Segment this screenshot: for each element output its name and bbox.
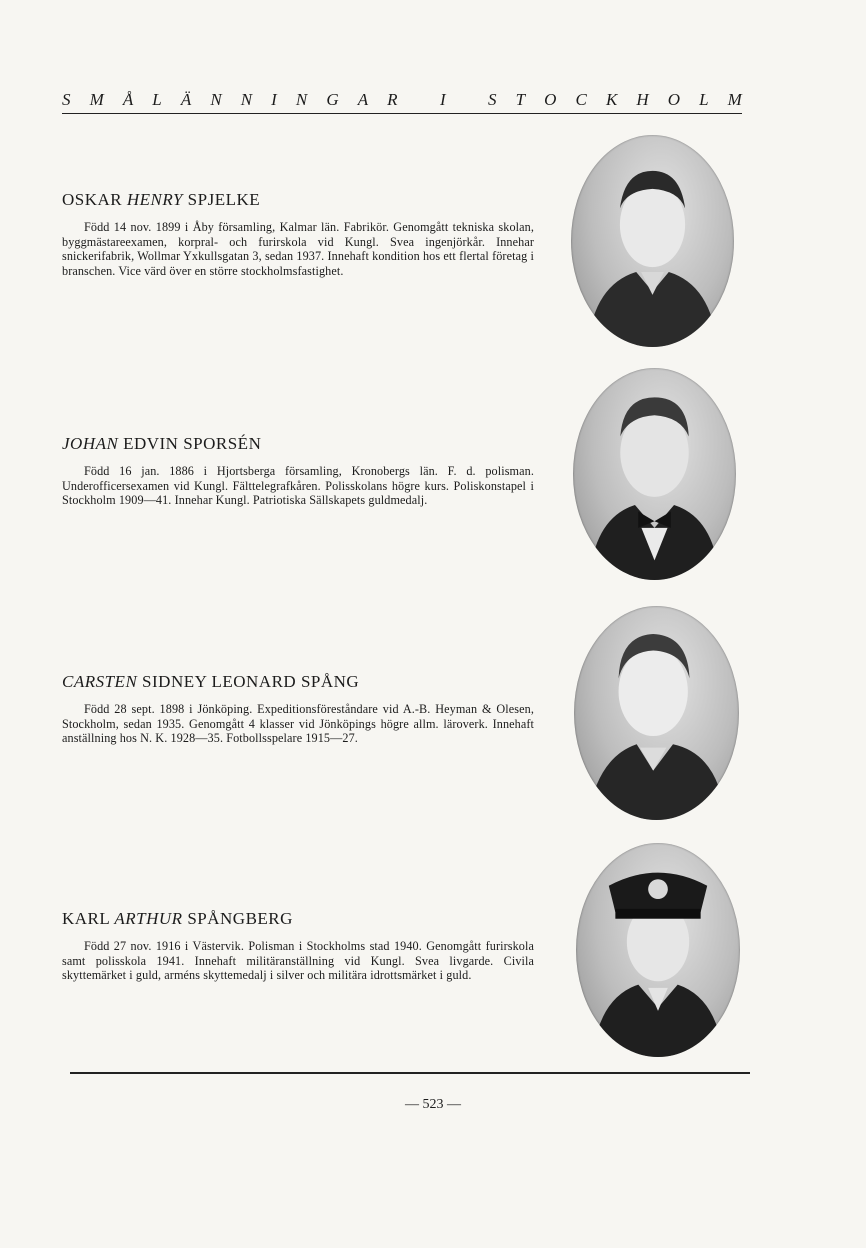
running-head-letter: O — [544, 90, 557, 109]
running-head-letter: A — [357, 90, 369, 109]
running-head-letter: R — [387, 90, 398, 109]
person-name — [62, 672, 534, 692]
biography-entry — [62, 672, 534, 746]
portrait-photo — [576, 843, 740, 1057]
running-head-letter — [417, 90, 421, 110]
biography-text: Född 16 jan. 1886 i Hjortsberga församling, Kronobergs län. F. d. polisman. Underofficersexamen vid Kungl. Fälttelegrafkåren. Polisskolans högre kurs. Poliskonstapel i Stockholm 1909—41. Innehar Kungl. Patriotiska Sällskapets guldmedalj. — [62, 464, 534, 508]
biography-text: Född 28 sept. 1898 i Jönköping. Expeditionsföreståndare vid A.-B. Heyman & Olesen, Stockholm, sedan 1935. Genomgått 4 klasser vid Jönköpings högre allm. läroverk. Innehaft anställning hos N. K. 1928—35. Fotbollsspelare 1915—27. — [62, 702, 534, 746]
running-head-letter: M — [727, 90, 742, 109]
running-head-letter: N — [295, 90, 308, 109]
running-head-letter: O — [667, 90, 680, 109]
biography-entry — [62, 190, 534, 278]
biography-entry — [62, 909, 534, 983]
biography-text: Född 27 nov. 1916 i Västervik. Polisman i Stockholms stad 1940. Genomgått furirskola samt polisskola 1941. Innehaft militäranställning vid Kungl. Svea livgarde. Civila skyttemärket i guld, arméns skyttemedalj i silver och militära idrottsmärket i guld. — [62, 939, 534, 983]
biography-text: Född 14 nov. 1899 i Åby församling, Kalmar län. Fabrikör. Genomgått tekniska skolan, byggmästareexamen, korpral- och furirskola vid Kungl. Svea ingenjörkår. Innehar snickerifabrik, Wollmar Yxkullsgatan 3, sedan 1937. Innehaft kondition hos ett flertal företag i branschen. Vice värd över en större stockholmsfastighet. — [62, 220, 534, 278]
person-name — [62, 190, 534, 210]
running-head-letter: S — [62, 90, 71, 109]
name-part: OSKAR — [62, 190, 127, 209]
name-part: SIDNEY LEONARD SPÅNG — [137, 672, 360, 691]
running-head — [62, 90, 742, 110]
running-head-letter: Ä — [180, 90, 192, 109]
name-part: SPJELKE — [182, 190, 261, 209]
name-part: HENRY — [126, 190, 183, 209]
running-head-letter: G — [326, 90, 339, 109]
name-part: CARSTEN — [62, 672, 138, 691]
name-part: EDVIN SPORSÉN — [118, 434, 262, 453]
running-head-letter: K — [605, 90, 618, 109]
portrait-photo — [573, 368, 736, 580]
running-head-letter: L — [152, 90, 162, 109]
name-part: SPÅNGBERG — [182, 909, 293, 928]
name-part: KARL — [62, 909, 115, 928]
running-head-letter — [465, 90, 469, 110]
running-head-letter: I — [439, 90, 446, 109]
biography-entry — [62, 434, 534, 508]
portrait-man-bowtie-icon — [573, 368, 736, 580]
portrait-photo — [571, 135, 734, 347]
portrait-police-uniform-icon — [576, 843, 740, 1057]
portrait-photo — [574, 606, 739, 820]
person-name — [62, 434, 534, 454]
running-head-letter: H — [636, 90, 649, 109]
running-head-letter: L — [699, 90, 709, 109]
page-number: — 523 — — [405, 1097, 461, 1112]
portrait-man-suit-icon — [571, 135, 734, 347]
person-name — [62, 909, 534, 929]
name-part: ARTHUR — [114, 909, 183, 928]
header-rule — [62, 113, 742, 114]
portrait-man-suit-icon — [574, 606, 739, 820]
running-head-letter: N — [210, 90, 222, 109]
running-head-letter: M — [89, 90, 104, 109]
footer-rule — [70, 1072, 750, 1074]
running-head-letter: I — [271, 90, 277, 109]
running-head-letter: T — [515, 90, 526, 109]
name-part: JOHAN — [62, 434, 119, 453]
running-head-letter: C — [575, 90, 587, 109]
running-head-letter: N — [240, 90, 253, 109]
running-head-letter: S — [488, 90, 497, 109]
running-head-letter: Å — [122, 90, 134, 109]
